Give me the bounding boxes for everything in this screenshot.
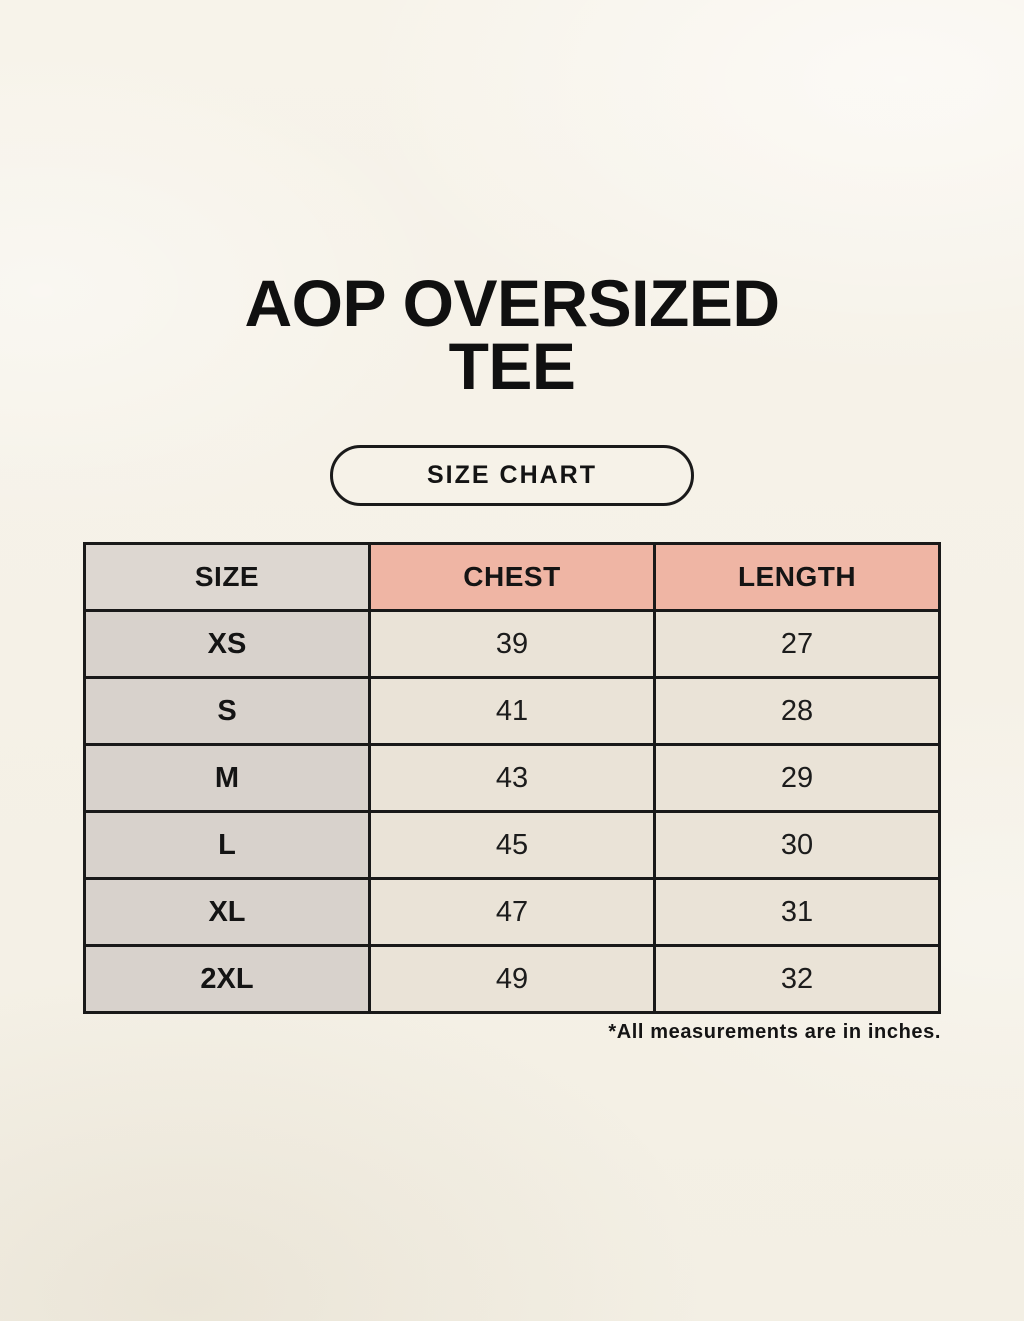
table-header-row [85, 544, 940, 611]
column-header-size: SIZE [85, 544, 370, 611]
size-label-cell: M [85, 745, 370, 812]
table-row [85, 611, 940, 678]
table-row [85, 745, 940, 812]
length-value-cell: 31 [655, 879, 940, 946]
page-title-line-1: AOP OVERSIZED [244, 266, 780, 340]
size-label-cell: 2XL [85, 946, 370, 1013]
size-chart-button[interactable] [330, 445, 694, 506]
length-value-cell: 28 [655, 678, 940, 745]
length-value-cell: 27 [655, 611, 940, 678]
size-label-cell: XS [85, 611, 370, 678]
page-title-line-2: TEE [448, 328, 576, 403]
chest-value-cell: 47 [370, 879, 655, 946]
table-row [85, 879, 940, 946]
size-label-cell: S [85, 678, 370, 745]
column-header-length: LENGTH [655, 544, 940, 611]
length-value-cell: 30 [655, 812, 940, 879]
chest-value-cell: 39 [370, 611, 655, 678]
table-row [85, 678, 940, 745]
size-table [83, 542, 941, 1014]
chest-value-cell: 41 [370, 678, 655, 745]
page-title [0, 266, 1024, 403]
size-table-body [85, 611, 940, 1013]
chest-value-cell: 49 [370, 946, 655, 1013]
size-label-cell: L [85, 812, 370, 879]
size-chart-button-label: SIZE CHART [427, 461, 597, 490]
column-header-chest: CHEST [370, 544, 655, 611]
table-row [85, 946, 940, 1013]
measurements-note: *All measurements are in inches. [608, 1021, 941, 1044]
chest-value-cell: 43 [370, 745, 655, 812]
size-label-cell: XL [85, 879, 370, 946]
table-row [85, 812, 940, 879]
length-value-cell: 29 [655, 745, 940, 812]
chest-value-cell: 45 [370, 812, 655, 879]
length-value-cell: 32 [655, 946, 940, 1013]
